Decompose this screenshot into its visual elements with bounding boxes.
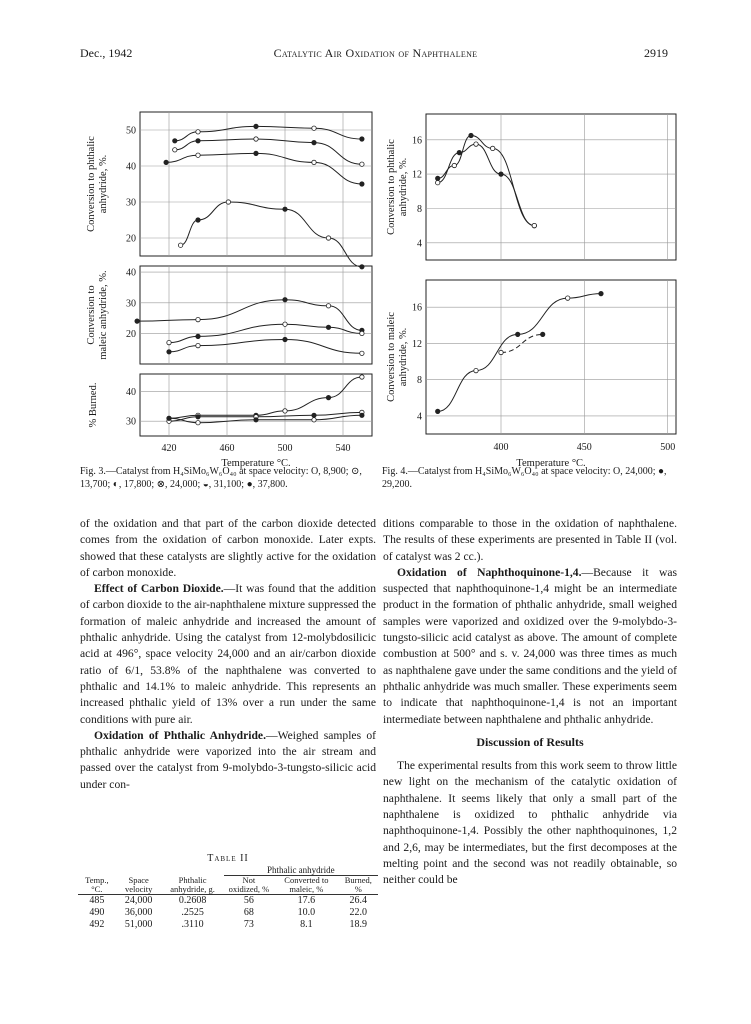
data-point	[474, 368, 478, 372]
table-2-header: Phthalic anhydride, g.	[170, 875, 215, 894]
fig4-ylabel-maleic: Conversion to maleicanhydride, %.	[386, 312, 409, 402]
data-point	[436, 181, 440, 185]
left-para-2: Effect of Carbon Dioxide.—It was found that the addition of carbon dioxide to the air-naphthalene mixture suppressed the formation of maleic anhydride and increased the amount of phthalic anhydride. Using the catalyst from 12-molybdosilicic acid at 496°, space velocity 24,000 and an air/carbon dioxide ratio of 6/1, 53.8% of the naphthalene was converted to phthalic and 14.1% to maleic anhydride. This represents an increased phthalic yield of 13% over a run under the same conditions with pure air.	[80, 582, 376, 726]
data-point	[326, 236, 330, 240]
data-point	[312, 140, 316, 144]
table-2-header: Space velocity	[124, 875, 153, 894]
table-cell: 490	[89, 907, 105, 918]
table-cell: 68	[243, 907, 254, 918]
table-cell: 22.0	[349, 907, 368, 918]
data-point	[196, 130, 200, 134]
table-cell: .2525	[181, 907, 204, 918]
y-tick-label: 20	[126, 328, 136, 340]
table-2	[78, 866, 378, 931]
data-point	[360, 162, 364, 166]
y-tick-label: 20	[126, 233, 136, 245]
table-2-header: Converted to maleic, %	[284, 875, 329, 894]
data-point	[283, 207, 287, 211]
table-cell: .3110	[181, 919, 204, 930]
table-cell: 10.0	[297, 907, 316, 918]
data-point	[254, 137, 258, 141]
data-point	[516, 332, 520, 336]
table-cell: 18.9	[349, 919, 368, 930]
table-2-header: Burned, %	[344, 875, 372, 894]
heading-discussion: Discussion of Results	[476, 734, 584, 749]
table-cell: 73	[243, 919, 254, 930]
table-2-header: Not oxidized, %	[228, 875, 270, 894]
series-line	[166, 153, 362, 184]
data-point	[312, 413, 316, 417]
heading-carbon-dioxide: Effect of Carbon Dioxide.	[94, 582, 224, 596]
data-point	[599, 291, 603, 295]
running-header-title: Catalytic Air Oxidation of Naphthalene	[273, 46, 478, 60]
data-point	[283, 298, 287, 302]
y-tick-label: 16	[412, 135, 422, 147]
data-point	[196, 334, 200, 338]
fig3-gridlines	[140, 112, 372, 436]
data-point	[499, 172, 503, 176]
x-tick-label: 400	[493, 442, 509, 453]
data-point	[360, 182, 364, 186]
data-point	[254, 418, 258, 422]
left-para-1: of the oxidation and that part of the carbon dioxide detected comes from the oxidation of carbon monoxide. Later expts. showed that these catalysts are slightly active for the oxidation of carbon monoxide.	[80, 517, 376, 579]
fig3-ticks	[126, 126, 351, 455]
data-point	[283, 409, 287, 413]
data-point	[326, 395, 330, 399]
fig4-ylabel-phthalic: Conversion to phthalicanhydride, %.	[386, 139, 409, 235]
right-para-2: Oxidation of Naphthoquinone-1,4.—Because it was suspected that naphthoquinone-1,4 might be an intermediate product in the formation of phthalic anhydride, small weighed samples were vaporized and oxidized over the 9-molybdo-3-tungsto-silicic acid catalyst as above. The amount of complete combustion at 500° and s. v. 24,000 was three times as much as naphthalene gave under the same conditions and the yield of phthalic anhydride was much smaller. These experiments seem to indicate that naphthoquinone-1,4 is not an important intermediate between naphthalene and phthalic anhydride.	[383, 565, 677, 726]
y-tick-label: 8	[417, 204, 422, 215]
data-point	[541, 332, 545, 336]
data-point	[474, 142, 478, 146]
series-line	[181, 202, 362, 267]
heading-phthalic-oxidation: Oxidation of Phthalic Anhydride.	[94, 728, 266, 742]
data-point	[196, 415, 200, 419]
right-para-3: The experimental results from this work seem to throw little new light on the mechanism of the catalytic oxidation of naphthalene. It seems likely that only a small part of the naphthalene is oxidized to phthalic anhydride via naphthoquinone-1,4. Possibly the other naphthoquinones, 1,2 and 2,6, may be intermediates, but the first decomposes at the melting point and the second was not readily obtainable, so neither could be	[383, 759, 677, 887]
y-tick-label: 8	[417, 375, 422, 387]
left-column	[80, 516, 376, 793]
right-column	[383, 516, 677, 889]
table-row	[78, 919, 378, 931]
data-point	[360, 413, 364, 417]
figure-3	[72, 100, 382, 470]
y-tick-label: 40	[126, 387, 136, 399]
data-point	[499, 350, 503, 354]
figure-4	[382, 100, 682, 470]
series-line	[175, 126, 362, 140]
data-point	[178, 243, 182, 247]
y-tick-label: 16	[412, 302, 422, 314]
y-tick-label: 12	[412, 169, 422, 181]
data-point	[196, 218, 200, 222]
data-point	[196, 421, 200, 425]
table-cell: 492	[89, 919, 105, 930]
table-cell: 17.6	[297, 895, 316, 906]
data-point	[312, 418, 316, 422]
data-point	[226, 200, 230, 204]
y-tick-label: 30	[126, 197, 136, 209]
y-tick-label: 40	[126, 267, 136, 279]
heading-naphthoquinone: Oxidation of Naphthoquinone-1,4.	[397, 565, 582, 579]
fig3-ylabel-phthalic: Conversion to phthalicanhydride, %.	[86, 136, 109, 232]
y-tick-label: 50	[126, 125, 136, 137]
data-point	[167, 416, 171, 420]
data-point	[312, 126, 316, 130]
data-point	[167, 340, 171, 344]
data-point	[436, 176, 440, 180]
data-point	[326, 325, 330, 329]
data-point	[436, 409, 440, 413]
data-point	[469, 133, 473, 137]
fig4-xlabel: Temperature °C.	[516, 458, 586, 469]
table-2-title: Table II	[207, 853, 249, 864]
table-row	[78, 895, 378, 908]
data-point	[360, 331, 364, 335]
x-tick-label: 450	[576, 442, 592, 453]
fig4-ticks	[412, 135, 675, 453]
series-line	[438, 136, 535, 226]
table-2-header: Temp., °C.	[85, 875, 109, 894]
table-cell: 485	[89, 895, 105, 906]
data-point	[254, 124, 258, 128]
series-line	[169, 377, 362, 418]
data-point	[457, 150, 461, 154]
figure-4-caption: Fig. 4.—Catalyst from H₄SiMo₆W₆O₄₀ at space velocity: O, 24,000; ●, 29,200.	[382, 466, 667, 490]
y-tick-label: 40	[126, 161, 136, 173]
data-point	[196, 153, 200, 157]
data-point	[196, 139, 200, 143]
data-point	[312, 160, 316, 164]
page-number: 2919	[644, 46, 668, 60]
data-point	[360, 137, 364, 141]
table-cell: 56	[243, 895, 254, 906]
x-tick-label: 500	[277, 443, 293, 454]
data-point	[196, 317, 200, 321]
data-point	[566, 296, 570, 300]
data-point	[452, 163, 456, 167]
data-point	[196, 343, 200, 347]
fig4-gridlines	[426, 114, 676, 434]
data-point	[326, 304, 330, 308]
fig3-ylabel-burned: % Burned.	[88, 382, 99, 428]
data-point	[283, 337, 287, 341]
running-header-date: Dec., 1942	[80, 46, 133, 60]
table-2-group-header: Phthalic anhydride	[224, 866, 378, 876]
x-tick-label: 540	[335, 443, 351, 454]
fig3-frame	[140, 112, 372, 436]
data-point	[532, 223, 536, 227]
left-para-3: Oxidation of Phthalic Anhydride.—Weighed samples of phthalic anhydride were vaporized into the air stream and passed over the catalyst from 9-molybdo-3-tungsto-silicic acid under con-	[80, 728, 376, 791]
x-tick-label: 420	[161, 443, 177, 454]
data-point	[491, 146, 495, 150]
y-tick-label: 30	[126, 416, 136, 428]
data-point	[360, 265, 364, 269]
data-point	[173, 148, 177, 152]
y-tick-label: 4	[417, 411, 422, 423]
fig3-xlabel: Temperature °C.	[221, 458, 291, 469]
table-cell: 26.4	[349, 895, 368, 906]
data-point	[360, 351, 364, 355]
y-tick-label: 30	[126, 298, 136, 310]
fig4-frame	[426, 114, 676, 434]
table-cell: 24,000	[124, 895, 153, 906]
series-line	[438, 144, 535, 226]
data-point	[254, 151, 258, 155]
series-line	[438, 294, 601, 412]
table-cell: 0.2608	[178, 895, 207, 906]
figure-3-caption: Fig. 3.—Catalyst from H₄SiMo₆W₆O₄₀ at space velocity: O, 8,900; ⊙, 13,700; ◐, 17,800; ⊗, 24,000; ◒, 31,100; ●, 37,800.	[80, 466, 362, 490]
table-row	[78, 907, 378, 919]
x-tick-label: 500	[660, 442, 676, 453]
series-line	[175, 139, 362, 164]
data-point	[167, 350, 171, 354]
fig4-curves	[436, 133, 604, 413]
table-cell: 51,000	[124, 919, 153, 930]
fig3-ylabel-maleic: Conversion tomaleic anhydride, %.	[86, 270, 109, 360]
table-cell: 8.1	[300, 919, 313, 930]
table-cell: 36,000	[124, 907, 153, 918]
y-tick-label: 12	[412, 338, 422, 350]
x-tick-label: 460	[219, 443, 235, 454]
data-point	[283, 322, 287, 326]
data-point	[135, 319, 139, 323]
data-point	[164, 160, 168, 164]
data-point	[360, 375, 364, 379]
y-tick-label: 4	[417, 238, 422, 250]
right-para-1: ditions comparable to those in the oxidation of naphthalene. The results of these experiments are presented in Table II (vol. of catalyst was 2 cc.).	[383, 517, 677, 563]
data-point	[173, 139, 177, 143]
